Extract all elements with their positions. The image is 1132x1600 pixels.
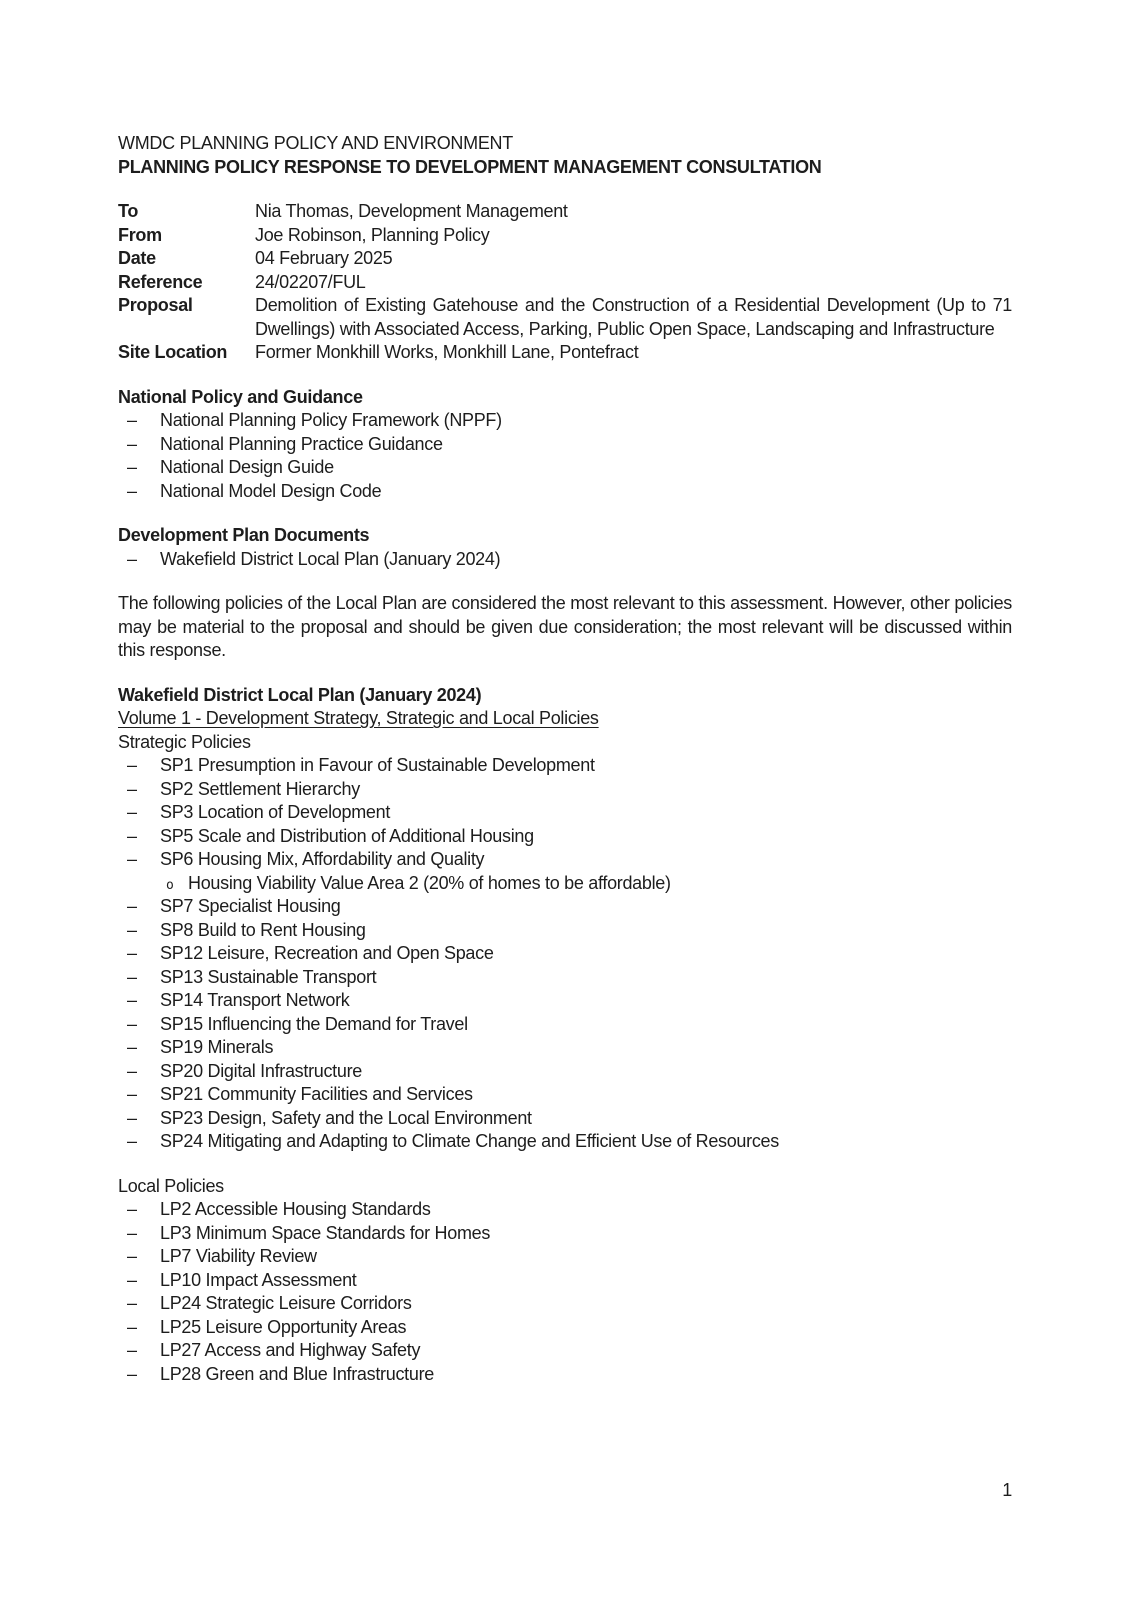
list-item: [118, 1060, 1012, 1084]
sub-bullet-circle-marker: o: [166, 877, 174, 893]
list-item: [118, 919, 1012, 943]
bullet-dash-marker: –: [127, 778, 137, 799]
list-item-text: National Planning Practice Guidance: [160, 433, 443, 454]
list-item-group: [118, 1083, 1012, 1107]
list-item: [118, 1013, 1012, 1037]
list-item: [118, 456, 1012, 480]
list-item-text: LP27 Access and Highway Safety: [160, 1340, 421, 1360]
sub-list-item: [118, 872, 1012, 896]
list-item-text: LP25 Leisure Opportunity Areas: [160, 1316, 407, 1337]
list-item-text: SP19 Minerals: [160, 1037, 274, 1057]
list-item-group: [118, 801, 1012, 825]
list-item-text: LP24 Strategic Leisure Corridors: [160, 1293, 412, 1313]
list-item: [118, 433, 1012, 457]
list-item-text: SP23 Design, Safety and the Local Environment: [160, 1107, 532, 1128]
list-item: [118, 1292, 1012, 1316]
bullet-dash-marker: –: [127, 410, 137, 430]
list-item-text: LP2 Accessible Housing Standards: [160, 1199, 431, 1219]
bullet-dash-marker: –: [127, 1107, 137, 1128]
list-item-group: [118, 1060, 1012, 1084]
bullet-dash-marker: –: [127, 802, 137, 822]
list-item-text: SP8 Build to Rent Housing: [160, 919, 366, 940]
list-item-text: National Model Design Code: [160, 480, 382, 501]
list-item-text: National Design Guide: [160, 457, 334, 477]
bullet-dash-marker: –: [127, 1131, 137, 1151]
meta-row: [118, 341, 1012, 365]
sub-list-item-text: Housing Viability Value Area 2 (20% of homes to be affordable): [188, 872, 671, 893]
meta-value: Nia Thomas, Development Management: [255, 201, 568, 221]
list-item: [118, 848, 1012, 872]
meta-label: Site Location: [118, 342, 228, 362]
meta-row: [118, 224, 1012, 248]
list-item-group: [118, 919, 1012, 943]
list-item: [118, 1036, 1012, 1060]
bullet-dash-marker: –: [127, 1316, 137, 1337]
national-policy-list: [118, 409, 1012, 503]
bullet-dash-marker: –: [127, 849, 137, 869]
list-item-text: SP12 Leisure, Recreation and Open Space: [160, 943, 494, 963]
section-heading: Development Plan Documents: [118, 525, 370, 545]
list-item-text: National Planning Policy Framework (NPPF): [160, 410, 502, 430]
list-item: [118, 1222, 1012, 1246]
local-plan-heading: Wakefield District Local Plan (January 2024): [118, 684, 482, 705]
strategic-policies-heading: Strategic Policies: [118, 731, 251, 752]
meta-label: Proposal: [118, 295, 193, 315]
bullet-dash-marker: –: [127, 1246, 137, 1266]
bullet-dash-marker: –: [127, 896, 137, 916]
bullet-dash-marker: –: [127, 919, 137, 940]
list-item-group: [118, 989, 1012, 1013]
local-policies-heading: Local Policies: [118, 1175, 224, 1196]
list-item-text: LP28 Green and Blue Infrastructure: [160, 1363, 434, 1384]
strategic-policies-list: [118, 754, 1012, 1154]
bullet-dash-marker: –: [127, 1293, 137, 1313]
list-item: [118, 1083, 1012, 1107]
page-number: 1: [1002, 1480, 1012, 1500]
list-item: [118, 778, 1012, 802]
bullet-dash-marker: –: [127, 825, 137, 846]
local-plan-volume-line: Volume 1 - Development Strategy, Strategic and Local Policies: [118, 708, 599, 728]
list-item-group: [118, 778, 1012, 802]
meta-row: [118, 247, 1012, 271]
list-item-text: SP13 Sustainable Transport: [160, 966, 377, 987]
bullet-dash-marker: –: [127, 1363, 137, 1384]
bullet-dash-marker: –: [127, 966, 137, 987]
list-item: [118, 754, 1012, 778]
list-item-text: SP14 Transport Network: [160, 990, 350, 1010]
list-item-text: SP5 Scale and Distribution of Additional Housing: [160, 825, 534, 846]
list-item: [118, 1269, 1012, 1293]
section-development-plan: [118, 524, 1012, 571]
list-item-text: SP15 Influencing the Demand for Travel: [160, 1013, 468, 1034]
list-item-text: LP3 Minimum Space Standards for Homes: [160, 1222, 491, 1243]
spacer: [118, 179, 1012, 200]
list-item-group: [118, 966, 1012, 990]
doc-title: PLANNING POLICY RESPONSE TO DEVELOPMENT MANAGEMENT CONSULTATION: [118, 156, 822, 177]
list-item-group: [118, 1130, 1012, 1154]
list-item-text: Wakefield District Local Plan (January 2024): [160, 548, 501, 569]
bullet-dash-marker: –: [127, 1222, 137, 1243]
meta-value: Joe Robinson, Planning Policy: [255, 224, 490, 245]
list-item-group: [118, 895, 1012, 919]
spacer: [118, 365, 1012, 386]
list-item: [118, 1198, 1012, 1222]
list-item-group: [118, 1013, 1012, 1037]
list-item: [118, 801, 1012, 825]
bullet-dash-marker: –: [127, 1340, 137, 1360]
list-item-group: [118, 848, 1012, 895]
list-item-text: SP24 Mitigating and Adapting to Climate Change and Efficient Use of Resources: [160, 1131, 779, 1151]
meta-row: [118, 271, 1012, 295]
list-item: [118, 1363, 1012, 1387]
list-item-text: LP7 Viability Review: [160, 1246, 317, 1266]
bullet-dash-marker: –: [127, 1269, 137, 1290]
list-item-group: [118, 825, 1012, 849]
bullet-dash-marker: –: [127, 480, 137, 501]
bullet-dash-marker: –: [127, 1199, 137, 1219]
bullet-dash-marker: –: [127, 548, 137, 569]
local-policies-list: [118, 1198, 1012, 1386]
list-item: [118, 895, 1012, 919]
doc-department-line: WMDC PLANNING POLICY AND ENVIRONMENT: [118, 133, 513, 153]
meta-table: [118, 200, 1012, 365]
spacer: [118, 503, 1012, 524]
list-item-text: SP1 Presumption in Favour of Sustainable Development: [160, 755, 595, 775]
list-item: [118, 1130, 1012, 1154]
list-item-text: SP20 Digital Infrastructure: [160, 1060, 362, 1081]
bullet-dash-marker: –: [127, 990, 137, 1010]
spacer: [118, 571, 1012, 592]
list-item-group: [118, 942, 1012, 966]
list-item: [118, 480, 1012, 504]
spacer: [118, 663, 1012, 684]
list-item: [118, 1316, 1012, 1340]
list-item: [118, 942, 1012, 966]
meta-value: 04 February 2025: [255, 248, 393, 268]
bullet-dash-marker: –: [127, 1084, 137, 1104]
bullet-dash-marker: –: [127, 943, 137, 963]
list-item: [118, 1245, 1012, 1269]
list-item-group: [118, 754, 1012, 778]
meta-label: Date: [118, 248, 156, 268]
list-item-text: SP3 Location of Development: [160, 802, 391, 822]
meta-value: 24/02207/FUL: [255, 271, 366, 292]
list-item: [118, 989, 1012, 1013]
meta-label: From: [118, 224, 162, 245]
spacer: [118, 1154, 1012, 1175]
document-content: [118, 132, 1012, 1386]
list-item-text: SP21 Community Facilities and Services: [160, 1084, 473, 1104]
section-national-policy: [118, 386, 1012, 504]
sub-list: [118, 872, 1012, 896]
meta-label: To: [118, 201, 139, 221]
meta-value: Former Monkhill Works, Monkhill Lane, Pontefract: [255, 342, 639, 362]
list-item-group: [118, 1036, 1012, 1060]
bullet-dash-marker: –: [127, 457, 137, 477]
list-item-text: SP6 Housing Mix, Affordability and Quality: [160, 849, 485, 869]
list-item-text: LP10 Impact Assessment: [160, 1269, 357, 1290]
list-item: [118, 409, 1012, 433]
list-item-group: [118, 1107, 1012, 1131]
bullet-dash-marker: –: [127, 433, 137, 454]
section-heading: National Policy and Guidance: [118, 386, 363, 407]
bullet-dash-marker: –: [127, 1013, 137, 1034]
bullet-dash-marker: –: [127, 1037, 137, 1057]
list-item: [118, 1107, 1012, 1131]
meta-row: [118, 200, 1012, 224]
bullet-dash-marker: –: [127, 1060, 137, 1081]
list-item: [118, 548, 1012, 572]
intro-paragraph: The following policies of the Local Plan are considered the most relevant to this assessment. However, other policies may be material to the proposal and should be given due consideration; the most relevant will be discussed within this response.: [118, 593, 1012, 660]
development-plan-list: [118, 548, 1012, 572]
list-item-text: SP2 Settlement Hierarchy: [160, 778, 360, 799]
meta-label: Reference: [118, 271, 203, 292]
list-item: [118, 825, 1012, 849]
list-item: [118, 966, 1012, 990]
meta-row: [118, 294, 1012, 341]
list-item: [118, 1339, 1012, 1363]
bullet-dash-marker: –: [127, 755, 137, 775]
list-item-text: SP7 Specialist Housing: [160, 896, 341, 916]
doc-header: [118, 132, 1012, 179]
section-local-plan: [118, 684, 1012, 1387]
meta-value: Demolition of Existing Gatehouse and the Construction of a Residential Development (Up to 71 Dwellings) with Associated Access, Parking, Public Open Space, Landscaping and Infrastructure: [255, 295, 1012, 339]
